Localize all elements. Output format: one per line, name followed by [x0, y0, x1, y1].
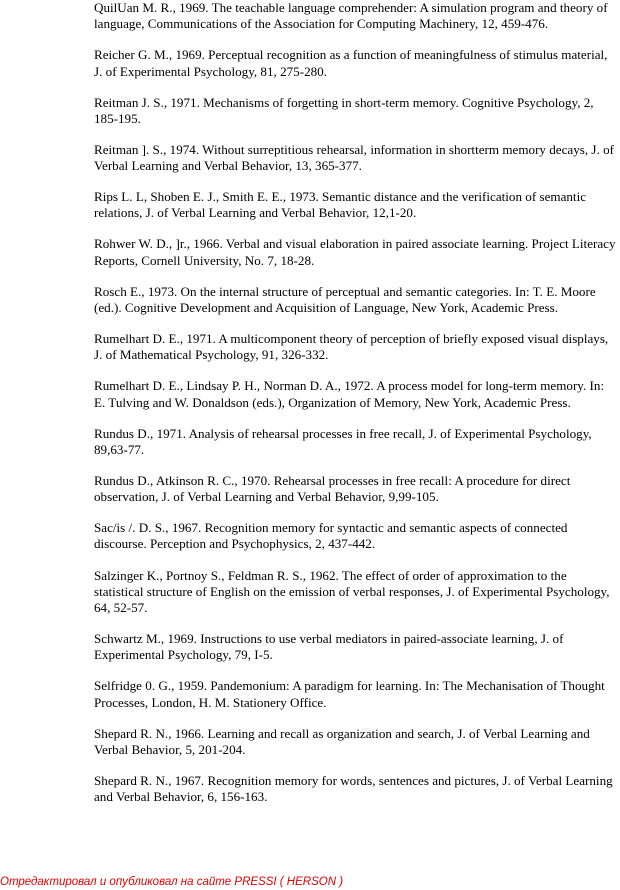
reference-entry: QuilUan M. R., 1969. The teachable language comprehender: A simulation program and theory of language, Communications of the Association for Computing Machinery, 12, 459-476. — [94, 0, 608, 32]
reference-entry: Reicher G. M., 1969. Perceptual recognition as a function of meaningfulness of stimulus material, J. of Experimental Psychology, 81, 275-280. — [94, 47, 608, 79]
reference-entry: Reitman J. S., 1971. Mechanisms of forgetting in short-term memory. Cognitive Psychology, 2, 185-195. — [94, 94, 594, 126]
reference-entry: Shepard R. N., 1966. Learning and recall as organization and search, J. of Verbal Learning and Verbal Behavior, 5, 201-204. — [94, 725, 590, 757]
reference-entry: Rundus D., 1971. Analysis of rehearsal processes in free recall, J. of Experimental Psychology, 89,63-77. — [94, 425, 592, 457]
footer-credit: Отредактировал и опубликовал на сайте PRESSI ( HERSON ) — [0, 876, 344, 888]
reference-entry: Sac/is /. D. S., 1967. Recognition memory for syntactic and semantic aspects of connected discourse. Perception and Psychophysics, 2, 437-442. — [94, 520, 568, 552]
reference-entry: Rosch E., 1973. On the internal structure of perceptual and semantic categories. In: T. E. Moore (ed.). Cognitive Development and Acquisition of Language, New York, Academic Press. — [94, 283, 596, 315]
reference-entry: Reitman ]. S., 1974. Without surreptitious rehearsal, information in shortterm memory decays, J. of Verbal Learning and Verbal Behavior, 13, 365-377. — [94, 141, 614, 174]
reference-entry: Rumelhart D. E., Lindsay P. H., Norman D. A., 1972. A process model for long-term memory. In: E. Tulving and W. Donaldson (eds.), Organization of Memory, New York, Academic Press. — [94, 378, 605, 410]
reference-entry: Schwartz M., 1969. Instructions to use verbal mediators in paired-associate learning, J. of Experimental Psychology, 79, I-5. — [94, 631, 564, 663]
reference-entry: Shepard R. N., 1967. Recognition memory for words, sentences and pictures, J. of Verbal Learning and Verbal Behavior, 6, 156-163. — [94, 772, 613, 805]
reference-entry: Rohwer W. D., ]r., 1966. Verbal and visual elaboration in paired associate learning. Project Literacy Reports, Cornell University, No. 7, 18-28. — [94, 236, 616, 268]
reference-entry: Selfridge 0. G., 1959. Pandemonium: A paradigm for learning. In: The Mechanisation of Thought Processes, London, H. M. Stationery Office. — [94, 678, 605, 710]
reference-entry: Rips L. L, Shoben E. J., Smith E. E., 1973. Semantic distance and the verification of semantic relations, J. of Verbal Learning and Verbal Behavior, 12,1-20. — [94, 189, 587, 221]
reference-entry: Rundus D., Atkinson R. C., 1970. Rehearsal processes in free recall: A procedure for direct observation, J. of Verbal Learning and Verbal Behavior, 9,99-105. — [94, 472, 571, 505]
reference-list — [94, 0, 616, 805]
reference-entry: Salzinger K., Portnoy S., Feldman R. S., 1962. The effect of order of approximation to the statistical structure of English on the emission of verbal responses, J. of Experimental Psychology, 64, 52-57. — [94, 567, 610, 615]
reference-entry: Rumelhart D. E., 1971. A multicomponent theory of perception of briefly exposed visual displays, J. of Mathematical Psychology, 91, 326-332. — [94, 331, 609, 363]
